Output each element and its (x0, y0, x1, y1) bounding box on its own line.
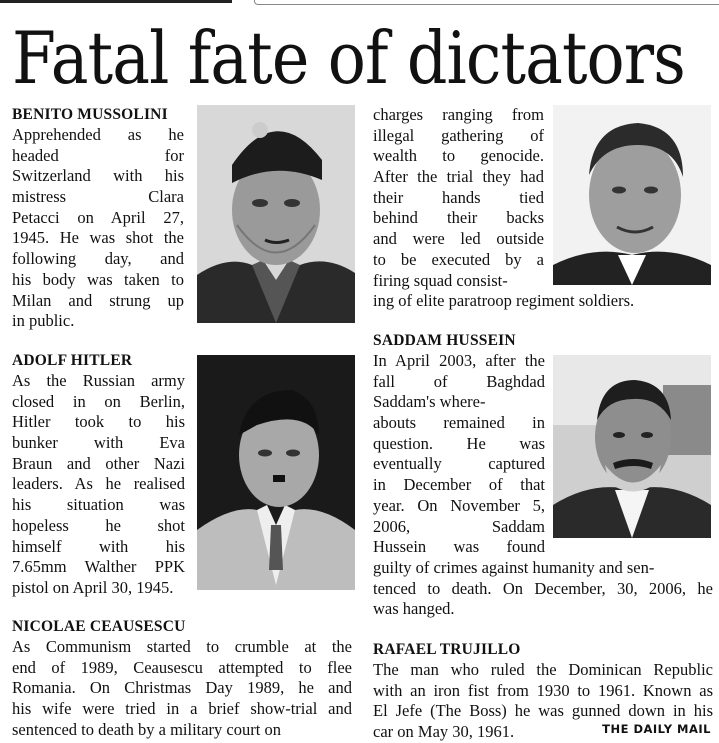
name-trujillo: RAFAEL TRUJILLO (373, 641, 521, 658)
article-line: El Jefe (The Boss) he was gunned down in his (373, 701, 713, 721)
article-line: in December of that (373, 475, 545, 495)
article-line: 1945. He was shot the (12, 228, 184, 248)
article-line: and were led outside (373, 229, 544, 249)
name-ceausescu: NICOLAE CEAUSESCU (12, 618, 186, 635)
article-line: wealth to genocide. (373, 146, 544, 166)
name-mussolini: BENITO MUSSOLINI (12, 106, 168, 123)
article-line: mistress Clara (12, 187, 184, 207)
article-line: As the Russian army (12, 371, 185, 390)
article-line: Petacci on April 27, (12, 207, 184, 227)
article-ceausescu-continued (373, 105, 635, 312)
article-line: fall of Baghdad (373, 371, 545, 391)
article-line: following day, and (12, 249, 184, 269)
article-line: was hanged. (373, 599, 455, 619)
article-ceausescu-text (12, 637, 352, 740)
article-line: In April 2003, after the (373, 351, 545, 370)
article-line: Romania. On Christmas Day 1989, he and (12, 678, 352, 698)
article-line: tenced to death. On December, 30, 2006, he (373, 578, 713, 598)
article-line: ing of elite paratroop regiment soldiers. (373, 291, 635, 311)
photo-mussolini (197, 105, 355, 323)
article-line: with an iron fist from 1930 to 1961. Known as (373, 680, 713, 700)
article-line: Saddam's where- (373, 392, 486, 412)
article-hussein-text (373, 351, 713, 620)
article-line: behind their backs (373, 208, 544, 228)
headline: Fatal fate of dictators (12, 16, 685, 100)
article-line: their hands tied (373, 187, 544, 207)
photo-ceausescu (553, 105, 711, 285)
article-line: 2006, Saddam (373, 516, 545, 536)
article-line: hopeless he shot (12, 515, 185, 535)
article-line: As Communism started to crumble at the (12, 637, 352, 656)
article-line: headed for (12, 145, 184, 165)
article-line: eventually captured (373, 454, 545, 474)
article-ceausescu-continued-body (373, 105, 635, 312)
source-credit: THE DAILY MAIL (602, 722, 711, 736)
article-line: Apprehended as he (12, 125, 184, 144)
article-hussein-body (373, 351, 713, 620)
article-hitler-body (12, 371, 185, 599)
article-mussolini-text (12, 125, 184, 332)
name-hitler: ADOLF HITLER (12, 352, 133, 369)
name-hussein: SADDAM HUSSEIN (373, 332, 516, 349)
article-line: to be executed by a (373, 249, 544, 269)
article-line: After the trial they had (373, 167, 544, 187)
article-line: end of 1989, Ceausescu attempted to flee (12, 657, 352, 677)
article-hitler-text (12, 371, 185, 599)
article-line: leaders. As he realised (12, 474, 185, 494)
article-ceausescu-body (12, 637, 352, 740)
article-line: himself with his (12, 536, 185, 556)
article-line: his wife were tried in a brief show-trial and (12, 699, 352, 719)
article-line: year. On November 5, (373, 495, 545, 515)
article-line: charges ranging from (373, 105, 544, 124)
article-line: Milan and strung up (12, 290, 184, 310)
article-line: guilty of crimes against humanity and sen- (373, 557, 655, 577)
article-line: firing squad consist- (373, 270, 508, 290)
article-line: pistol on April 30, 1945. (12, 577, 174, 597)
article-line: his situation was (12, 495, 185, 515)
article-line: Hussein was found (373, 537, 545, 557)
article-line: Hitler took to his (12, 412, 185, 432)
article-line: abouts remained in (373, 413, 545, 433)
article-line: The man who ruled the Dominican Republic (373, 660, 713, 679)
article-line: illegal gathering of (373, 125, 544, 145)
photo-hitler (197, 355, 355, 590)
photo-hussein (553, 355, 711, 538)
article-line: in public. (12, 311, 75, 331)
article-line: 7.65mm Walther PPK (12, 557, 185, 577)
article-line: sentenced to death by a military court on (12, 719, 281, 739)
article-line: car on May 30, 1961. (373, 722, 515, 742)
article-mussolini-body (12, 125, 184, 332)
article-line: bunker with Eva (12, 433, 185, 453)
top-rule (0, 0, 232, 3)
article-line: Braun and other Nazi (12, 453, 185, 473)
article-line: closed in on Berlin, (12, 391, 185, 411)
article-line: question. He was (373, 433, 545, 453)
article-line: his body was taken to (12, 269, 184, 289)
top-frame (254, 0, 719, 5)
article-line: Switzerland with his (12, 166, 184, 186)
